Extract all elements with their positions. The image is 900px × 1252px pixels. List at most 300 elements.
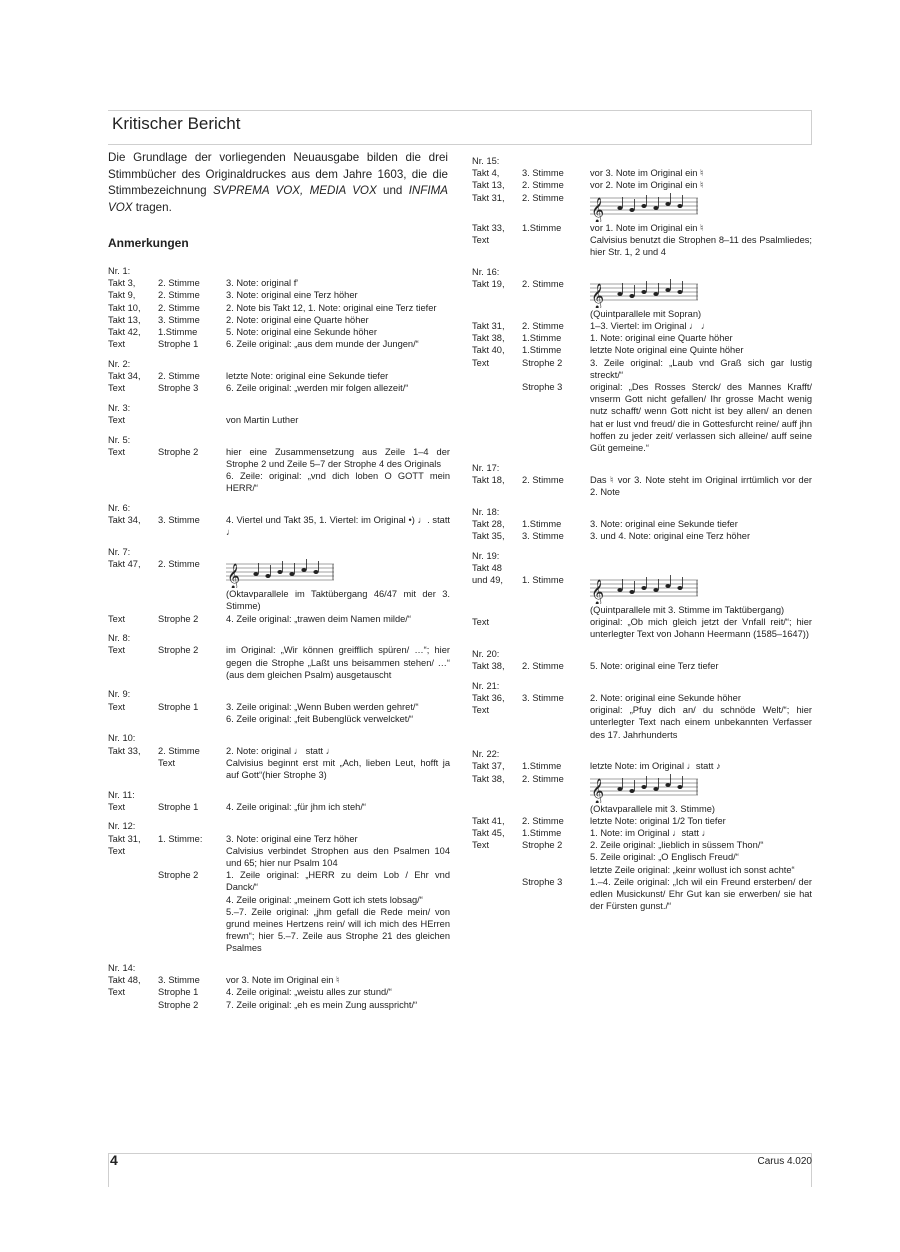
note-text: 5. Note: original eine Terz tiefer [590, 661, 719, 672]
voice-ref: 1.Stimme [522, 222, 562, 233]
entry-row [108, 644, 450, 681]
right-frame-line [811, 110, 812, 145]
entry-row [108, 302, 450, 314]
intro-italic-2: INFIMA VOX [108, 184, 448, 214]
entry-row [108, 757, 450, 781]
measure-ref: Takt 3, [108, 278, 136, 289]
voice-ref: 1.Stimme [522, 345, 562, 356]
voice-ref: 3. Stimme [522, 168, 564, 179]
entry-number: Nr. 17: [472, 462, 500, 473]
voice-ref: 1.Stimme [522, 518, 562, 529]
measure-ref: Takt 38, [472, 773, 505, 784]
entry-row [108, 974, 450, 986]
voice-ref: 3. Stimme [158, 314, 200, 325]
entry-row [472, 692, 812, 704]
voice-ref [522, 864, 590, 876]
measure-ref: Takt 47, [108, 559, 141, 570]
entry-row [108, 713, 450, 725]
voice-ref: 1.Stimme [522, 828, 562, 839]
entry-row [108, 894, 450, 906]
entry-row [472, 839, 812, 851]
voice-ref: 2. Stimme [522, 180, 564, 191]
entry [472, 462, 812, 499]
svg-text:𝄞: 𝄞 [227, 564, 241, 589]
note-text: 5.–7. Zeile original: „jhm gefall die Rede mein/ von grund meines Hertzens rein/ will ich mich des HErren frewn“; hier 5.–7. Zeile aus Strophe 21 des gleichen Psalmes [226, 906, 450, 954]
entry-row [472, 851, 812, 863]
voice-ref: 3. Stimme [522, 693, 564, 704]
svg-text:𝄞: 𝄞 [591, 197, 605, 222]
note-text: (Oktavparallele im Taktübergang 46/47 mit der 3. Stimme) [226, 589, 450, 612]
entry-row [108, 701, 450, 713]
entry-number: Nr. 12: [108, 821, 136, 832]
entry-row [108, 906, 450, 955]
footer-line [108, 1153, 812, 1154]
measure-ref: Takt 38, [472, 661, 505, 672]
measure-ref [108, 894, 158, 906]
note-text: 1. Note: original eine Quarte höher [590, 333, 733, 344]
voice-ref: 1.Stimme [158, 327, 198, 338]
entry-row [108, 558, 450, 588]
measure-ref: Takt 48, [108, 975, 141, 986]
voice-ref: 3. Stimme [522, 531, 564, 542]
note-text: hier eine Zusammensetzung aus Zeile 1–4 der Strophe 2 und Zeile 5–7 der Strophe 4 des Originals [226, 446, 450, 470]
section-heading: Anmerkungen [108, 236, 189, 250]
entry-number: Nr. 20: [472, 649, 500, 660]
measure-ref [472, 851, 522, 863]
page-title: Kritischer Bericht [112, 114, 241, 133]
entry-number: Nr. 16: [472, 266, 500, 277]
voice-ref: Strophe 2 [158, 870, 199, 881]
voice-ref: Strophe 3 [158, 383, 199, 394]
note-text: letzte Note: original 1/2 Ton tiefer [590, 815, 726, 826]
note-text: original: „Pfuy dich an/ du schnöde Welt/“; hier unterlegter Text nach einem unbekannten Verfasser des 17. Jahrhunderts [590, 705, 812, 740]
entry-number: Nr. 10: [108, 733, 136, 744]
measure-ref: Text [472, 357, 490, 368]
entry [108, 265, 450, 350]
music-example [226, 558, 450, 588]
entry-number: Nr. 1: [108, 266, 131, 276]
entry-row [108, 833, 450, 845]
voice-ref [522, 234, 590, 258]
entry-number: Nr. 18: [472, 506, 500, 517]
note-text: (Quintparallele mit 3. Stimme im Taktübergang) [590, 605, 785, 616]
entry-row [108, 414, 450, 426]
measure-ref: Takt 13, [108, 314, 141, 325]
measure-ref: Text [108, 845, 126, 856]
entry [472, 550, 812, 641]
measure-ref [108, 869, 158, 893]
voice-ref: Strophe 1 [158, 987, 199, 998]
entry-row [108, 289, 450, 301]
measure-ref [108, 999, 158, 1011]
entry-number: Nr. 3: [108, 402, 131, 413]
music-example [590, 773, 812, 803]
entry-row [472, 530, 812, 542]
entry [472, 266, 812, 455]
note-text: 3. Note: original eine Terz höher [226, 833, 358, 844]
entry-row [472, 320, 812, 332]
note-text: 1. Note: im Original ♩statt ♩ [590, 828, 711, 839]
entry-row [472, 773, 812, 803]
note-text: vor 2. Note im Original ein ♮ [590, 180, 704, 191]
entry-row [108, 446, 450, 470]
voice-ref: 2. Stimme [158, 302, 200, 313]
entry-number: Nr. 2: [108, 358, 131, 369]
page-number: 4 [110, 1152, 118, 1168]
svg-text:𝄞: 𝄞 [591, 283, 605, 308]
entry-row [108, 845, 450, 869]
measure-ref: Takt 40, [472, 345, 505, 356]
note-text: 3. Zeile original: „Wenn Buben werden gehret/“ [226, 701, 419, 712]
note-text: 4. Zeile original: „trawen deim Namen milde/“ [226, 613, 411, 624]
measure-ref: Takt 13, [472, 180, 505, 191]
entry-row [472, 760, 812, 772]
voice-ref: Strophe 2 [158, 446, 199, 457]
left-column [108, 265, 450, 1018]
measure-ref: Text [108, 383, 126, 394]
measure-ref: Takt 28, [472, 518, 505, 529]
measure-ref: Takt 38, [472, 333, 505, 344]
entry-row [472, 660, 812, 672]
note-text: 3. Note: original f' [226, 278, 299, 289]
voice-ref [158, 713, 226, 725]
measure-ref [472, 864, 522, 876]
entry-row [472, 381, 812, 454]
entry [108, 789, 450, 813]
entry-row [108, 745, 450, 757]
note-text: 3. Zeile original: „Laub vnd Graß sich gar lustig streckt/“ [590, 357, 812, 380]
publisher-code: Carus 4.020 [757, 1156, 812, 1167]
note-text: (Oktavparallele mit 3. Stimme) [590, 803, 716, 814]
note-text: von Martin Luther [226, 415, 299, 426]
voice-ref: 2. Stimme [522, 278, 564, 289]
entry-number: Nr. 11: [108, 789, 135, 800]
measure-ref: Takt 9, [108, 290, 136, 301]
voice-ref [522, 704, 590, 741]
entry-number: Nr. 14: [108, 963, 136, 974]
entry-row [108, 382, 450, 394]
entry-number: Nr. 8: [108, 633, 131, 644]
entry-number: Nr. 15: [472, 156, 500, 166]
note-text: 6. Zeile: original: „vnd dich loben O GOTT mein HERR/“ [226, 471, 450, 494]
voice-ref: Strophe 3 [522, 382, 563, 393]
note-text: 3. Note: original eine Terz höher [226, 290, 358, 301]
entry [108, 434, 450, 495]
measure-ref [108, 906, 158, 955]
voice-ref: 2. Stimme [158, 371, 200, 382]
measure-ref [472, 876, 522, 913]
voice-ref [522, 308, 590, 320]
entry-row [472, 192, 812, 222]
entry [472, 506, 812, 543]
voice-ref: Strophe 1 [158, 701, 199, 712]
voice-ref: 2. Stimme [158, 559, 200, 570]
voice-ref [158, 845, 226, 869]
entry-number: Nr. 9: [108, 689, 131, 700]
entry-row [472, 815, 812, 827]
entry-row [472, 278, 812, 308]
entry-row [472, 604, 812, 616]
measure-ref: Takt 4, [472, 168, 500, 179]
measure-ref: Text [108, 645, 126, 656]
entry-number: Nr. 19: [472, 550, 500, 561]
music-example [590, 278, 812, 308]
entry-row [108, 869, 450, 893]
note-text: Calvisius verbindet Strophen aus den Psalmen 104 und 65; hier nur Psalm 104 [226, 845, 450, 869]
entry-row [108, 801, 450, 813]
note-text: 3. und 4. Note: original eine Terz höher [590, 531, 751, 542]
entry [472, 748, 812, 912]
entry-row [472, 827, 812, 839]
measure-ref: Takt 31, [108, 833, 141, 844]
entry-row [472, 616, 812, 640]
measure-ref: Takt 31, [472, 321, 505, 332]
note-text: vor 3. Note im Original ein ♮ [590, 168, 704, 179]
note-text: 2. Note bis Takt 12, 1. Note: original eine Terz tiefer [226, 302, 437, 313]
entry-row [472, 876, 812, 913]
measure-ref: Text [108, 801, 126, 812]
music-example [590, 192, 812, 222]
entry [108, 502, 450, 539]
note-text: 4. Zeile original: „für jhm ich steh/“ [226, 801, 367, 812]
voice-ref: Strophe 2 [522, 840, 563, 851]
entry-row [472, 864, 812, 876]
intro-italic-1: SVPREMA VOX, MEDIA VOX [212, 184, 377, 197]
measure-ref: Text [472, 617, 490, 628]
voice-ref [522, 604, 590, 616]
voice-ref: 1.Stimme [522, 761, 562, 772]
note-text: 2. Note: original eine Sekunde höher [590, 693, 741, 704]
entry-row [108, 370, 450, 382]
voice-ref [522, 616, 590, 640]
entry-number: Nr. 5: [108, 434, 131, 445]
entry-number: Nr. 22: [472, 749, 500, 760]
measure-ref: Takt 18, [472, 474, 505, 485]
measure-ref [472, 604, 522, 616]
entry-row [472, 518, 812, 530]
note-text: vor 3. Note im Original ein ♮ [226, 975, 340, 986]
voice-ref: 2. Stimme [522, 773, 564, 784]
voice-ref [522, 803, 590, 815]
measure-ref: Text [108, 613, 126, 624]
measure-ref [108, 588, 158, 612]
measure-ref: Takt 48 [472, 562, 502, 573]
measure-ref: Text [108, 987, 126, 998]
note-text: (Quintparallele mit Sopran) [590, 308, 702, 319]
entry-row [472, 308, 812, 320]
note-text: 5. Note: original eine Sekunde höher [226, 327, 377, 338]
entry-row [472, 332, 812, 344]
measure-ref [472, 803, 522, 815]
entry-row [108, 514, 450, 538]
entry-row [108, 986, 450, 998]
voice-ref: 2. Stimme [158, 745, 200, 756]
entry-row [472, 704, 812, 741]
voice-ref: 1.Stimme [522, 333, 562, 344]
measure-ref: Takt 34, [108, 371, 141, 382]
measure-ref: Text [108, 415, 126, 426]
entry-row [472, 179, 812, 191]
entry [108, 688, 450, 725]
voice-ref: 1. Stimme: [158, 833, 203, 844]
measure-ref: Text [472, 840, 490, 851]
note-text: original: „Des Rosses Sterck/ des Mannes Krafft/ vnserm Gott nicht gefallen/ Ihr grosse Macht wenig nutz schafft/ wenn Gott nicht ist bey allen/ an denen hat er lust vnd freud/ die in Gottesfurcht reine/ auff jhn hoffen zu jeder zeit/ verlassen sich alleine/ auff seine Güt gemeine.“ [590, 382, 812, 454]
measure-ref: Text [108, 339, 126, 350]
entry-row [472, 562, 812, 574]
measure-ref [108, 757, 158, 781]
voice-ref: 2. Stimme [158, 290, 200, 301]
top-frame-line [108, 110, 812, 111]
footer-left-line [108, 1153, 109, 1187]
note-text [590, 562, 812, 574]
entry-number: Nr. 6: [108, 503, 131, 514]
entry-row [108, 338, 450, 350]
voice-ref [158, 588, 226, 612]
entry [108, 402, 450, 426]
measure-ref: Takt 19, [472, 278, 505, 289]
voice-ref: 2. Stimme [522, 815, 564, 826]
note-text: im Original: „Wir können greifflich spüren/ …“; hier gegen die Strophe „Laßt uns beisammen stehen/ …“ (aus dem gleichen Psalm) ausgetauscht [226, 645, 450, 680]
entry-row [472, 344, 812, 356]
measure-ref: Takt 37, [472, 761, 505, 772]
note-text: Das ♮ vor 3. Note steht im Original irrtümlich vor der 2. Note [590, 474, 812, 498]
entry [108, 962, 450, 1011]
entry [472, 155, 812, 258]
note-text: vor 1. Note im Original ein ♮ [590, 222, 704, 233]
entry [108, 820, 450, 954]
note-text: Calvisius beginnt erst mit „Ach, lieben Leut, hofft ja auf Gott“(hier Strophe 3) [226, 757, 450, 781]
measure-ref: Takt 41, [472, 815, 505, 826]
voice-ref: Strophe 2 [158, 999, 199, 1010]
measure-ref: Takt 34, [108, 515, 141, 526]
entry-number: Nr. 7: [108, 547, 131, 558]
voice-ref: Strophe 1 [158, 801, 199, 812]
voice-ref: 1. Stimme [522, 575, 564, 586]
music-example [590, 574, 812, 604]
measure-ref: Text [472, 705, 490, 716]
entry [472, 648, 812, 672]
entry-row [472, 803, 812, 815]
title-underline [108, 144, 812, 145]
note-text: 6. Zeile original: „aus dem munde der Jungen/“ [226, 339, 419, 350]
note-text: 1.–4. Zeile original: „Ich wil ein Freund ersterben/ der edlen Musickunst/ Ehr Gut kan sie erwerben/ sie hat der Fürsten gunst./“ [590, 876, 812, 912]
entry-row [108, 999, 450, 1011]
note-text: letzte Note: im Original ♩statt ♪ [590, 761, 721, 772]
intro-text-1: Die Grundlage der vorliegenden Neuausgabe bilden die drei Stimmbücher des Originaldruckes aus dem Jahre 1603, die die Stimmbezeichnung [108, 151, 448, 197]
note-text: letzte Note: original eine Sekunde tiefer [226, 371, 389, 382]
entry-row [108, 326, 450, 338]
voice-ref: 2. Stimme [522, 192, 564, 203]
voice-ref [522, 851, 590, 863]
voice-ref [522, 562, 590, 574]
voice-ref [158, 414, 226, 426]
measure-ref [472, 381, 522, 454]
note-text: letzte Zeile original: „keinr wollust ich sonst achte“ [590, 864, 795, 875]
entry-row [108, 588, 450, 612]
note-text: letzte Note original eine Quinte höher [590, 345, 744, 356]
entry [108, 632, 450, 681]
entry-row [472, 167, 812, 179]
voice-ref: Strophe 3 [522, 876, 563, 887]
entry-row [472, 222, 812, 234]
entry-number: Nr. 21: [472, 680, 500, 691]
intro-text-2: und [376, 184, 409, 197]
voice-ref: Text [158, 757, 176, 768]
measure-ref [108, 470, 158, 494]
measure-ref: Takt 31, [472, 192, 505, 203]
measure-ref: Takt 33, [472, 222, 505, 233]
note-text: 6. Zeile original: „werden mir folgen allezeit/“ [226, 383, 409, 394]
note-text: Calvisius benutzt die Strophen 8–11 des Psalmliedes; hier Str. 1, 2 und 4 [590, 234, 812, 258]
voice-ref [158, 470, 226, 494]
voice-ref: Strophe 1 [158, 339, 199, 350]
intro-text-3: tragen. [132, 200, 172, 214]
voice-ref: 2. Stimme [522, 474, 564, 485]
voice-ref: Strophe 2 [158, 645, 199, 656]
note-text: 1–3. Viertel: im Original ♩ ♩ [590, 321, 711, 332]
note-text: 6. Zeile original: „feit Bubenglück verwelcket/“ [226, 713, 414, 724]
note-text: 4. Zeile original: „weistu alles zur stund/“ [226, 987, 392, 998]
entry-row [108, 470, 450, 494]
svg-text:𝄞: 𝄞 [591, 778, 605, 803]
voice-ref: Strophe 2 [522, 357, 563, 368]
voice-ref: 2. Stimme [522, 661, 564, 672]
measure-ref: Takt 36, [472, 693, 505, 704]
voice-ref: 3. Stimme [158, 515, 200, 526]
entry-row [108, 613, 450, 625]
measure-ref [472, 308, 522, 320]
right-column [472, 155, 812, 920]
measure-ref: und 49, [472, 575, 504, 586]
voice-ref: 3. Stimme [158, 975, 200, 986]
voice-ref: 2. Stimme [158, 278, 200, 289]
measure-ref: Takt 10, [108, 302, 141, 313]
svg-text:𝄞: 𝄞 [591, 580, 605, 605]
voice-ref [158, 894, 226, 906]
voice-ref: 2. Stimme [522, 321, 564, 332]
measure-ref: Text [108, 446, 126, 457]
note-text: 2. Note: original ♩ statt ♩ [226, 745, 336, 756]
measure-ref: Text [472, 234, 490, 245]
note-text: 4. Zeile original: „meinem Gott ich stets lobsag/“ [226, 894, 423, 905]
note-text: 2. Note: original eine Quarte höher [226, 314, 369, 325]
entry-row [108, 277, 450, 289]
measure-ref: Takt 45, [472, 828, 505, 839]
entry-row [472, 474, 812, 498]
measure-ref [108, 713, 158, 725]
entry [108, 358, 450, 395]
entry-row [472, 234, 812, 258]
note-text: 3. Note: original eine Sekunde tiefer [590, 518, 738, 529]
note-text: original: „Ob mich gleich jetzt der Vnfall reit/“; hier unterlegter Text von Johann Heermann (1585–1647)) [590, 617, 812, 640]
voice-ref: Strophe 2 [158, 613, 199, 624]
entry-row [108, 314, 450, 326]
intro-paragraph [108, 150, 448, 216]
note-text: 7. Zeile original: „eh es mein Zung ausspricht/“ [226, 999, 418, 1010]
note-text: 2. Zeile original: „lieblich in süssem Thon/“ [590, 840, 764, 851]
note-text: 1. Zeile original: „HERR zu deim Lob / Ehr vnd Danck/“ [226, 870, 450, 893]
measure-ref: Text [108, 701, 126, 712]
note-text: 4. Viertel und Takt 35, 1. Viertel: im Original •) ♩. statt ♩ [226, 515, 450, 538]
entry-row [472, 574, 812, 604]
measure-ref: Takt 33, [108, 745, 141, 756]
voice-ref [158, 906, 226, 955]
measure-ref: Takt 35, [472, 531, 505, 542]
measure-ref: Takt 42, [108, 327, 141, 338]
entry [472, 680, 812, 741]
entry [108, 732, 450, 781]
entry-row [472, 357, 812, 381]
